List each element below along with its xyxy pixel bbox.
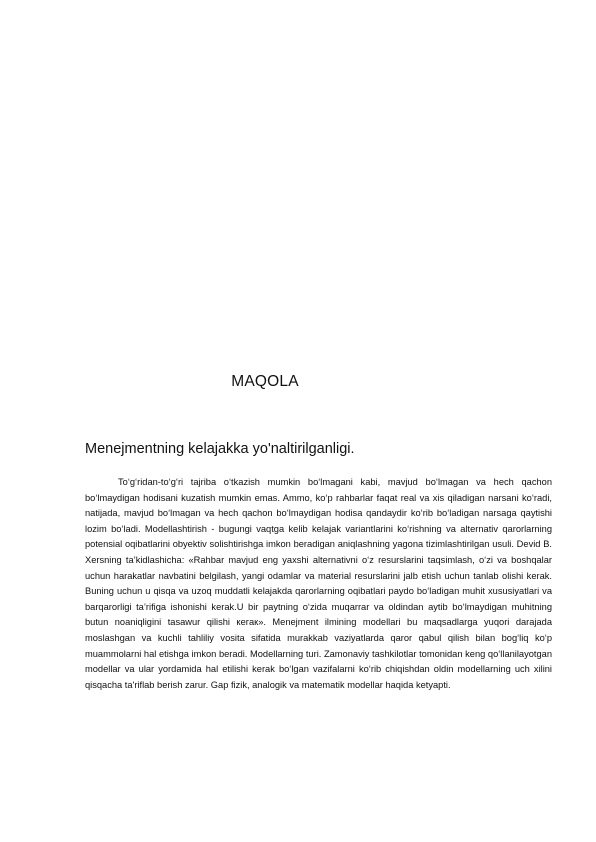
article-heading: Menejmentning kelajakka yo'naltirilganligi.	[85, 441, 355, 457]
document-title: MAQOLA	[231, 373, 299, 390]
article-body-paragraph: To‘g‘ridan-to‘g‘ri tajriba o‘tkazish mumkin bo‘lmagani kabi, mavjud bo‘lmagan va hech qachon bo‘lmaydigan hodisani kuzatish mumkin emas. Ammo, ko‘p rahbarlar faqat real va xis qiladigan narsani ko‘radi, natijada, mavjud bo‘lmagan va hech qachon bo‘lmaydigan hodisa qandaydir ko‘rib bo‘ladigan narsaga qaytishi lozim bo‘ladi. Modellashtirish - bugungi vaqtga kelib kelajak variantlarini ko‘rishning va alternativ qarorlarning potensial oqibatlarini obyektiv solishtirishga imkon beradigan aniqlashning yagona tizimlashtirilgan usuli. Devid B. Xersning ta’kidlashicha: «Rahbar mavjud eng yaxshi alternativni o‘z resurslarini taqsimlash, o‘zi va boshqalar uchun harakatlar navbatini belgilash, yangi odamlar va material resurslarini jalb etish uchun tanlab olishi kerak. Buning uchun u qisqa va uzoq muddatli kelajakda qarorlarning oqibatlari paydo bo‘ladigan muhit xususiyatlari va barqarorligi ta’rifiga ishonishi kerak.U bir paytning o‘zida muqarrar va oldindan aytib bo‘lmaydigan muhitning butun noaniqligini tasawur qilishi кегак». Menejment ilmining modellari bu maqsadlarga yuqori darajada moslashgan va kuchli tahliliy vosita sifatida murakkab vaziyatlarda qaror qabul qilish bilan bog‘liq ko‘p muammolarni hal etishga imkon beradi. Modellarning turi. Zamonaviy tashkilotlar tomonidan keng qo‘llanilayotgan modellar va ular yordamida hal etilishi kerak bo‘lgan vazifalarni ko‘rib chiqishdan oldin modellarning uch xilini qisqacha ta'riflab berish zarur. Gap fizik, analogik va matematik modellar haqida ketyapti.	[85, 477, 552, 690]
